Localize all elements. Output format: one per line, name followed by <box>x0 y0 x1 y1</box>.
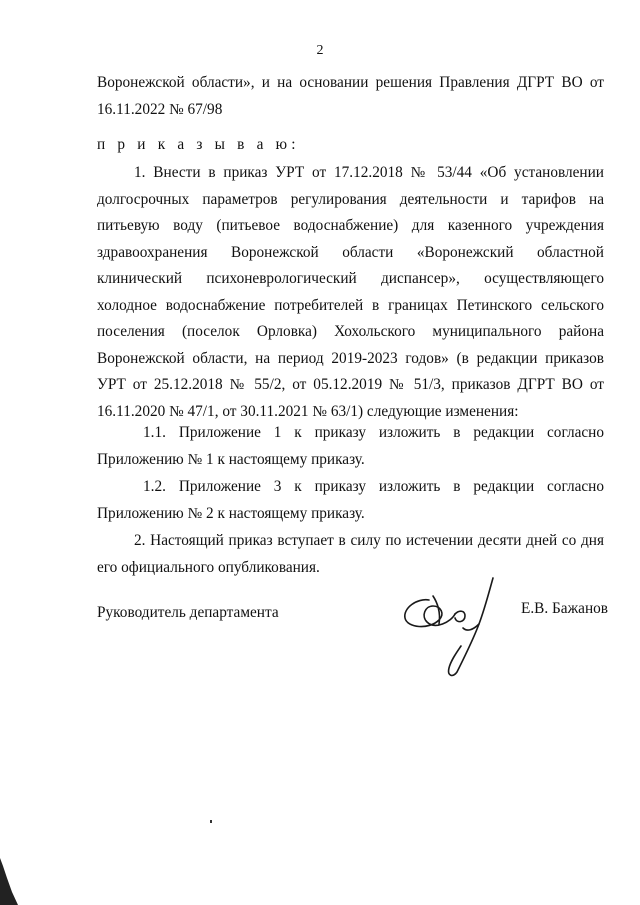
signatory-position: Руководитель департамента <box>97 604 279 621</box>
item-2-block <box>97 528 604 581</box>
item-2-text: 2. Настоящий приказ вступает в силу по истечении десяти дней со дня его официального опубликования. <box>97 532 604 576</box>
signatory-name: Е.В. Бажанов <box>521 600 609 617</box>
item-1-1-text: 1.1. Приложение 1 к приказу изложить в редакции согласно Приложению № 1 к настоящему приказу. <box>97 424 604 468</box>
scan-edge-mark <box>0 858 18 905</box>
intro-paragraph <box>97 70 604 123</box>
item-1-1-block <box>97 420 604 473</box>
order-word: п р и к а з ы в а ю: <box>97 136 300 153</box>
item-1-2-block <box>97 474 604 527</box>
item-1-text: 1. Внести в приказ УРТ от 17.12.2018 № 53/44 «Об установлении долгосрочных параметров регулирования деятельности и тарифов на питьевую воду (питьевое водоснабжение) для казенного учреждения здравоохранения Воронежской области «Воронежский областной клинический психоневрологический диспансер», осуществляющего холодное водоснабжение потребителей в границах Петинского сельского поселения (поселок Орловка) Хохольского муниципального района Воронежской области, на период 2019-2023 годов» (в редакции приказов УРТ от 25.12.2018 № 55/2, от 05.12.2019 № 51/3, приказов ДГРТ ВО от 16.11.2020 № 47/1, от 30.11.2021 № 63/1) следующие изменения: <box>97 164 604 420</box>
scan-speck <box>210 820 212 823</box>
handwritten-signature-icon <box>395 572 515 684</box>
order-heading-block <box>97 132 604 159</box>
intro-text: Воронежской области», и на основании решения Правления ДГРТ ВО от 16.11.2022 № 67/98 <box>97 74 604 118</box>
item-1-2-text: 1.2. Приложение 3 к приказу изложить в редакции согласно Приложению № 2 к настоящему приказу. <box>97 478 604 522</box>
item-1-block <box>97 160 604 425</box>
page-number: 2 <box>316 43 324 58</box>
